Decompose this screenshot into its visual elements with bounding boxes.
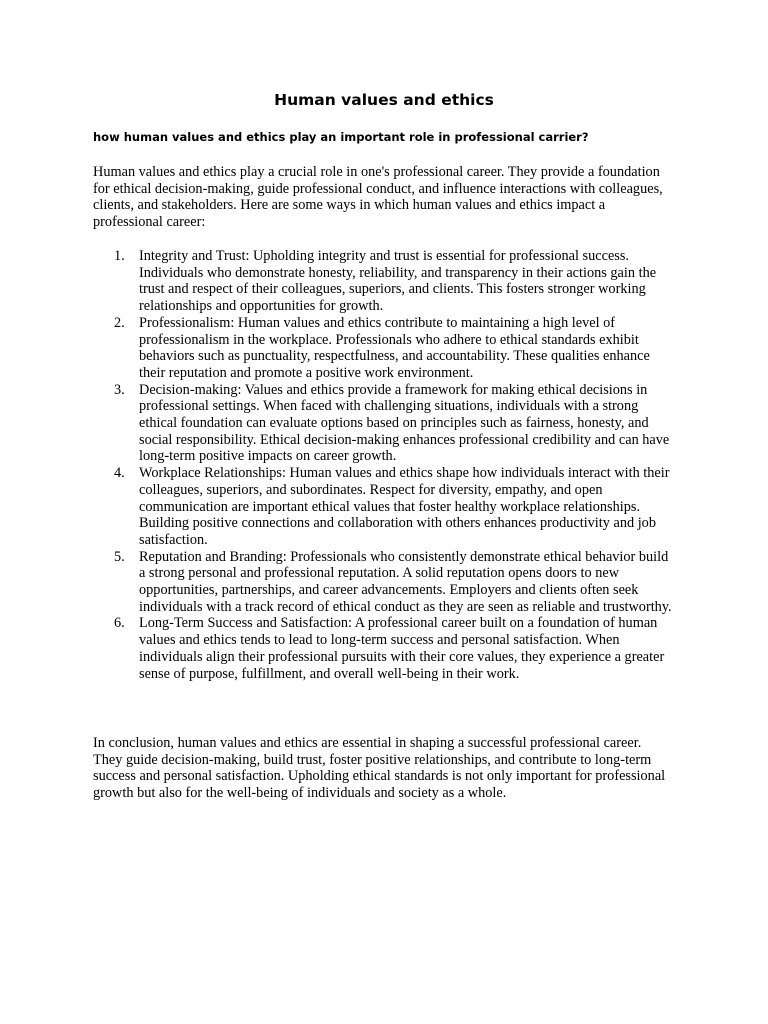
list-item-text: Integrity and Trust: Upholding integrity and trust is essential for professional success. Individuals who demonstrate honesty, reliability, and transparency in their actions gain the trust and respect of their colleagues, superiors, and clients. This fosters stronger working relationships and opportunities for growth. <box>139 248 657 315</box>
list-item-text: Professionalism: Human values and ethics contribute to maintaining a high level of professionalism in the workplace. Professionals who adhere to ethical standards exhibit behaviors such as punctuality, respectfulness, and accountability. These qualities enhance their reputation and promote a positive work environment. <box>139 314 650 381</box>
list-item <box>93 382 675 466</box>
intro-paragraph: Human values and ethics play a crucial role in one's professional career. They provide a foundation for ethical decision-making, guide professional conduct, and influence interactions with colleagues, clients, and stakeholders. Here are some ways in which human values and ethics impact a professional career: <box>93 164 663 231</box>
list-item <box>93 549 675 616</box>
list-item <box>93 315 675 382</box>
list-item <box>93 465 675 549</box>
document-question: how human values and ethics play an important role in professional carrier? <box>93 130 589 144</box>
list-item-number: 5. <box>114 548 125 565</box>
ways-list <box>93 248 693 682</box>
list-item-number: 2. <box>114 314 125 331</box>
list-item-text: Reputation and Branding: Professionals who consistently demonstrate ethical behavior build a strong personal and professional reputation. A solid reputation opens doors to new opportunities, partnerships, and career advancements. Employers and clients often seek individuals with a track record of ethical conduct as they are seen as reliable and trustworthy. <box>139 548 672 615</box>
list-item <box>93 615 675 682</box>
list-item-number: 1. <box>114 248 125 264</box>
conclusion-paragraph: In conclusion, human values and ethics are essential in shaping a successful professional career. They guide decision-making, build trust, foster positive relationships, and contribute to long-term success and personal satisfaction. Upholding ethical standards is not only important for professional growth but also for the well-being of individuals and society as a whole. <box>93 735 666 802</box>
list-item-text: Workplace Relationships: Human values and ethics shape how individuals interact with their colleagues, superiors, and subordinates. Respect for diversity, empathy, and open communication are important ethical values that foster healthy workplace relationships. Building positive connections and collaboration with others enhances productivity and job satisfaction. <box>139 465 670 548</box>
list-item-text: Long-Term Success and Satisfaction: A professional career built on a foundation of human values and ethics tends to lead to long-term success and personal satisfaction. When individuals align their professional pursuits with their core values, they experience a greater sense of purpose, fulfillment, and overall well-being in their work. <box>139 615 665 682</box>
list-item-number: 6. <box>114 615 125 632</box>
list-item-number: 3. <box>114 381 125 398</box>
document-title: Human values and ethics <box>274 91 494 109</box>
list-item-number: 4. <box>114 465 125 482</box>
list-item-text: Decision-making: Values and ethics provide a framework for making ethical decisions in professional settings. When faced with challenging situations, individuals with a strong ethical foundation can evaluate options based on principles such as fairness, honesty, and social responsibility. Ethical decision-making enhances professional credibility and can have long-term positive impacts on career growth. <box>139 381 670 465</box>
list-item <box>93 248 675 315</box>
